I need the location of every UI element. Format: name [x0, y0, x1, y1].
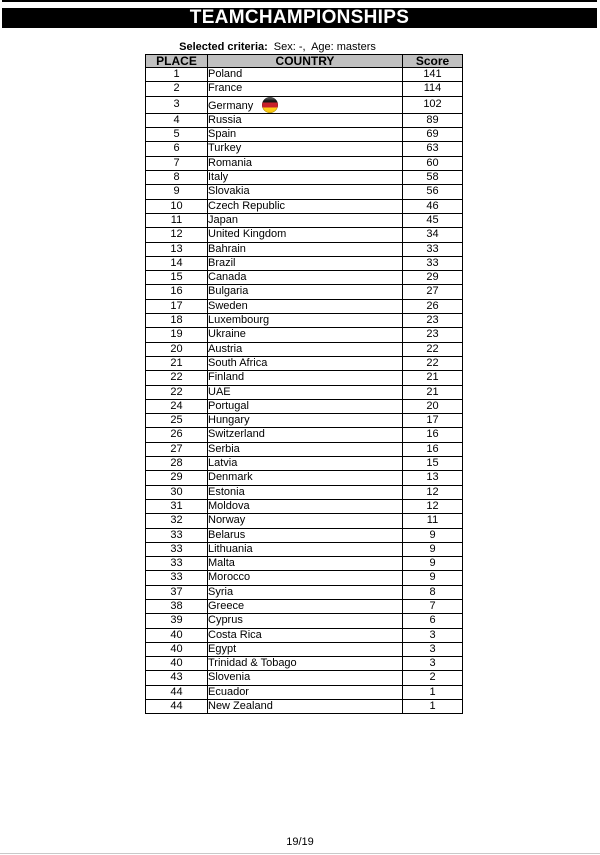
country-name: Luxembourg	[208, 314, 270, 327]
table-row	[146, 185, 463, 199]
country-cell	[208, 471, 403, 485]
country-name: Cyprus	[208, 614, 243, 627]
country-name: Morocco	[208, 571, 251, 584]
country-name: South Africa	[208, 356, 268, 369]
table-row	[146, 585, 463, 599]
score-cell: 9	[403, 557, 463, 571]
table-row	[146, 299, 463, 313]
country-cell	[208, 528, 403, 542]
place-cell: 26	[146, 428, 208, 442]
table-row	[146, 342, 463, 356]
score-cell: 141	[403, 68, 463, 82]
place-cell: 33	[146, 557, 208, 571]
column-header-score: Score	[403, 55, 463, 68]
score-cell: 22	[403, 342, 463, 356]
score-cell: 20	[403, 399, 463, 413]
table-row	[146, 213, 463, 227]
table-row	[146, 285, 463, 299]
table-row	[146, 228, 463, 242]
place-cell: 18	[146, 314, 208, 328]
table-row	[146, 657, 463, 671]
country-name: Hungary	[208, 414, 250, 427]
country-cell	[208, 256, 403, 270]
country-cell	[208, 213, 403, 227]
place-cell: 17	[146, 299, 208, 313]
bottom-divider	[0, 853, 600, 854]
country-name: Ukraine	[208, 328, 246, 341]
score-cell: 3	[403, 628, 463, 642]
country-cell	[208, 328, 403, 342]
country-cell	[208, 557, 403, 571]
selected-criteria	[173, 29, 376, 53]
table-row	[146, 428, 463, 442]
table-row	[146, 457, 463, 471]
place-cell: 11	[146, 213, 208, 227]
score-cell: 16	[403, 442, 463, 456]
score-cell: 69	[403, 128, 463, 142]
country-name: Malta	[208, 557, 235, 570]
table-row	[146, 314, 463, 328]
table-row	[146, 414, 463, 428]
place-cell: 33	[146, 571, 208, 585]
country-cell	[208, 428, 403, 442]
score-cell: 6	[403, 614, 463, 628]
country-name: Lithuania	[208, 542, 253, 555]
place-cell: 1	[146, 68, 208, 82]
country-cell	[208, 685, 403, 699]
place-cell: 9	[146, 185, 208, 199]
table-row	[146, 685, 463, 699]
country-cell	[208, 199, 403, 213]
country-cell	[208, 514, 403, 528]
place-cell: 5	[146, 128, 208, 142]
country-cell	[208, 356, 403, 370]
country-cell	[208, 599, 403, 613]
country-name: Italy	[208, 171, 229, 184]
place-cell: 44	[146, 700, 208, 714]
table-header-row	[146, 55, 463, 68]
score-cell: 12	[403, 499, 463, 513]
country-cell	[208, 113, 403, 127]
table-row	[146, 242, 463, 256]
score-cell: 15	[403, 457, 463, 471]
score-cell: 2	[403, 671, 463, 685]
country-cell	[208, 700, 403, 714]
place-cell: 2	[146, 82, 208, 96]
table-row	[146, 499, 463, 513]
country-name: Japan	[208, 213, 238, 226]
place-cell: 40	[146, 642, 208, 656]
country-cell	[208, 399, 403, 413]
country-cell	[208, 228, 403, 242]
country-cell	[208, 657, 403, 671]
country-name: Turkey	[208, 142, 242, 155]
country-name: Austria	[208, 342, 243, 355]
country-cell	[208, 185, 403, 199]
country-name: New Zealand	[208, 700, 273, 713]
country-cell	[208, 485, 403, 499]
table-row	[146, 599, 463, 613]
place-cell: 12	[146, 228, 208, 242]
country-cell	[208, 614, 403, 628]
country-name: United Kingdom	[208, 228, 287, 241]
country-name: Russia	[208, 113, 242, 126]
score-cell: 46	[403, 199, 463, 213]
score-cell: 16	[403, 428, 463, 442]
table-row	[146, 471, 463, 485]
table-row	[146, 614, 463, 628]
table-row	[146, 271, 463, 285]
score-cell: 11	[403, 514, 463, 528]
table-row	[146, 642, 463, 656]
country-cell	[208, 242, 403, 256]
table-row	[146, 371, 463, 385]
country-cell	[208, 314, 403, 328]
country-name: Moldova	[208, 499, 250, 512]
place-cell: 4	[146, 113, 208, 127]
score-cell: 56	[403, 185, 463, 199]
place-cell: 40	[146, 628, 208, 642]
score-cell: 114	[403, 82, 463, 96]
score-cell: 1	[403, 700, 463, 714]
place-cell: 10	[146, 199, 208, 213]
country-cell	[208, 671, 403, 685]
country-name: Canada	[208, 271, 247, 284]
place-cell: 22	[146, 371, 208, 385]
score-cell: 23	[403, 328, 463, 342]
country-name: Germany	[208, 99, 254, 112]
place-cell: 16	[146, 285, 208, 299]
country-cell	[208, 457, 403, 471]
score-cell: 21	[403, 385, 463, 399]
score-cell: 9	[403, 528, 463, 542]
country-cell	[208, 442, 403, 456]
country-cell	[208, 68, 403, 82]
place-cell: 32	[146, 514, 208, 528]
table-row	[146, 128, 463, 142]
table-row	[146, 557, 463, 571]
score-cell: 8	[403, 585, 463, 599]
score-cell: 1	[403, 685, 463, 699]
score-cell: 9	[403, 571, 463, 585]
table-row	[146, 671, 463, 685]
country-cell	[208, 342, 403, 356]
country-name: Norway	[208, 514, 246, 527]
score-cell: 33	[403, 256, 463, 270]
country-cell	[208, 171, 403, 185]
column-header-country: COUNTRY	[208, 55, 403, 68]
country-cell	[208, 156, 403, 170]
table-row	[146, 199, 463, 213]
country-cell	[208, 642, 403, 656]
score-cell: 17	[403, 414, 463, 428]
country-name: Poland	[208, 68, 243, 80]
country-name: Sweden	[208, 299, 248, 312]
country-name: Latvia	[208, 457, 238, 470]
table-row	[146, 328, 463, 342]
score-cell: 34	[403, 228, 463, 242]
score-cell: 27	[403, 285, 463, 299]
country-cell	[208, 271, 403, 285]
country-name: Brazil	[208, 256, 236, 269]
table-row	[146, 528, 463, 542]
criteria-value: Sex: -, Age: masters	[273, 41, 376, 53]
place-cell: 38	[146, 599, 208, 613]
score-cell: 23	[403, 314, 463, 328]
country-name: Egypt	[208, 642, 237, 655]
place-cell: 29	[146, 471, 208, 485]
score-cell: 13	[403, 471, 463, 485]
country-name: Bulgaria	[208, 285, 249, 298]
championship-table	[145, 54, 463, 714]
table-row	[146, 542, 463, 556]
country-name: Trinidad & Tobago	[208, 657, 297, 670]
country-name: Slovenia	[208, 671, 251, 684]
country-name: Costa Rica	[208, 628, 262, 641]
table-row	[146, 442, 463, 456]
place-cell: 30	[146, 485, 208, 499]
score-cell: 63	[403, 142, 463, 156]
table-row	[146, 628, 463, 642]
score-cell: 102	[403, 96, 463, 113]
country-name: Bahrain	[208, 242, 246, 255]
score-cell: 21	[403, 371, 463, 385]
country-name: Ecuador	[208, 685, 249, 698]
table-row	[146, 514, 463, 528]
column-header-place: PLACE	[146, 55, 208, 68]
country-cell	[208, 628, 403, 642]
country-name: Finland	[208, 371, 245, 384]
place-cell: 22	[146, 385, 208, 399]
place-cell: 40	[146, 657, 208, 671]
place-cell: 25	[146, 414, 208, 428]
table-row	[146, 142, 463, 156]
country-name: Denmark	[208, 471, 253, 484]
place-cell: 24	[146, 399, 208, 413]
score-cell: 33	[403, 242, 463, 256]
score-cell: 12	[403, 485, 463, 499]
table-row	[146, 385, 463, 399]
place-cell: 13	[146, 242, 208, 256]
place-cell: 33	[146, 542, 208, 556]
table-row	[146, 700, 463, 714]
country-cell	[208, 285, 403, 299]
place-cell: 14	[146, 256, 208, 270]
country-cell	[208, 414, 403, 428]
country-name: Syria	[208, 585, 234, 598]
table-row	[146, 356, 463, 370]
score-cell: 22	[403, 356, 463, 370]
country-name: Belarus	[208, 528, 246, 541]
score-cell: 58	[403, 171, 463, 185]
score-cell: 89	[403, 113, 463, 127]
place-cell: 20	[146, 342, 208, 356]
table-row	[146, 113, 463, 127]
country-name: Romania	[208, 156, 253, 169]
country-cell	[208, 142, 403, 156]
table-row	[146, 68, 463, 82]
score-cell: 45	[403, 213, 463, 227]
country-cell	[208, 585, 403, 599]
score-cell: 3	[403, 642, 463, 656]
country-name: Slovakia	[208, 185, 250, 198]
place-cell: 31	[146, 499, 208, 513]
place-cell: 33	[146, 528, 208, 542]
place-cell: 43	[146, 671, 208, 685]
country-name: Czech Republic	[208, 199, 286, 212]
place-cell: 37	[146, 585, 208, 599]
table-row	[146, 399, 463, 413]
country-name: Serbia	[208, 442, 240, 455]
country-cell	[208, 299, 403, 313]
place-cell: 6	[146, 142, 208, 156]
place-cell: 8	[146, 171, 208, 185]
score-cell: 60	[403, 156, 463, 170]
country-name: UAE	[208, 385, 231, 398]
country-cell	[208, 385, 403, 399]
place-cell: 39	[146, 614, 208, 628]
score-cell: 9	[403, 542, 463, 556]
table-row	[146, 571, 463, 585]
score-cell: 7	[403, 599, 463, 613]
page-title: TEAMCHAMPIONSHIPS	[189, 7, 410, 28]
place-cell: 19	[146, 328, 208, 342]
score-cell: 29	[403, 271, 463, 285]
title-bar	[2, 8, 597, 28]
country-name: France	[208, 82, 243, 95]
table-row	[146, 171, 463, 185]
place-cell: 44	[146, 685, 208, 699]
table-row	[146, 485, 463, 499]
country-cell	[208, 499, 403, 513]
country-cell	[208, 82, 403, 96]
table-row	[146, 156, 463, 170]
country-name: Switzerland	[208, 428, 265, 441]
top-divider	[2, 0, 597, 2]
score-cell: 3	[403, 657, 463, 671]
germany-flag-icon	[262, 97, 278, 113]
table-row	[146, 82, 463, 96]
place-cell: 28	[146, 457, 208, 471]
table-row	[146, 256, 463, 270]
page-number: 19/19	[286, 836, 314, 848]
country-cell	[208, 96, 403, 113]
country-cell	[208, 571, 403, 585]
country-name: Spain	[208, 128, 237, 141]
country-name: Estonia	[208, 485, 245, 498]
place-cell: 27	[146, 442, 208, 456]
place-cell: 21	[146, 356, 208, 370]
score-cell: 26	[403, 299, 463, 313]
table-row	[146, 96, 463, 113]
country-name: Portugal	[208, 399, 249, 412]
place-cell: 15	[146, 271, 208, 285]
place-cell: 7	[146, 156, 208, 170]
country-name: Greece	[208, 599, 245, 612]
place-cell: 3	[146, 96, 208, 113]
country-cell	[208, 128, 403, 142]
criteria-label: Selected criteria:	[179, 41, 268, 53]
country-cell	[208, 371, 403, 385]
country-cell	[208, 542, 403, 556]
